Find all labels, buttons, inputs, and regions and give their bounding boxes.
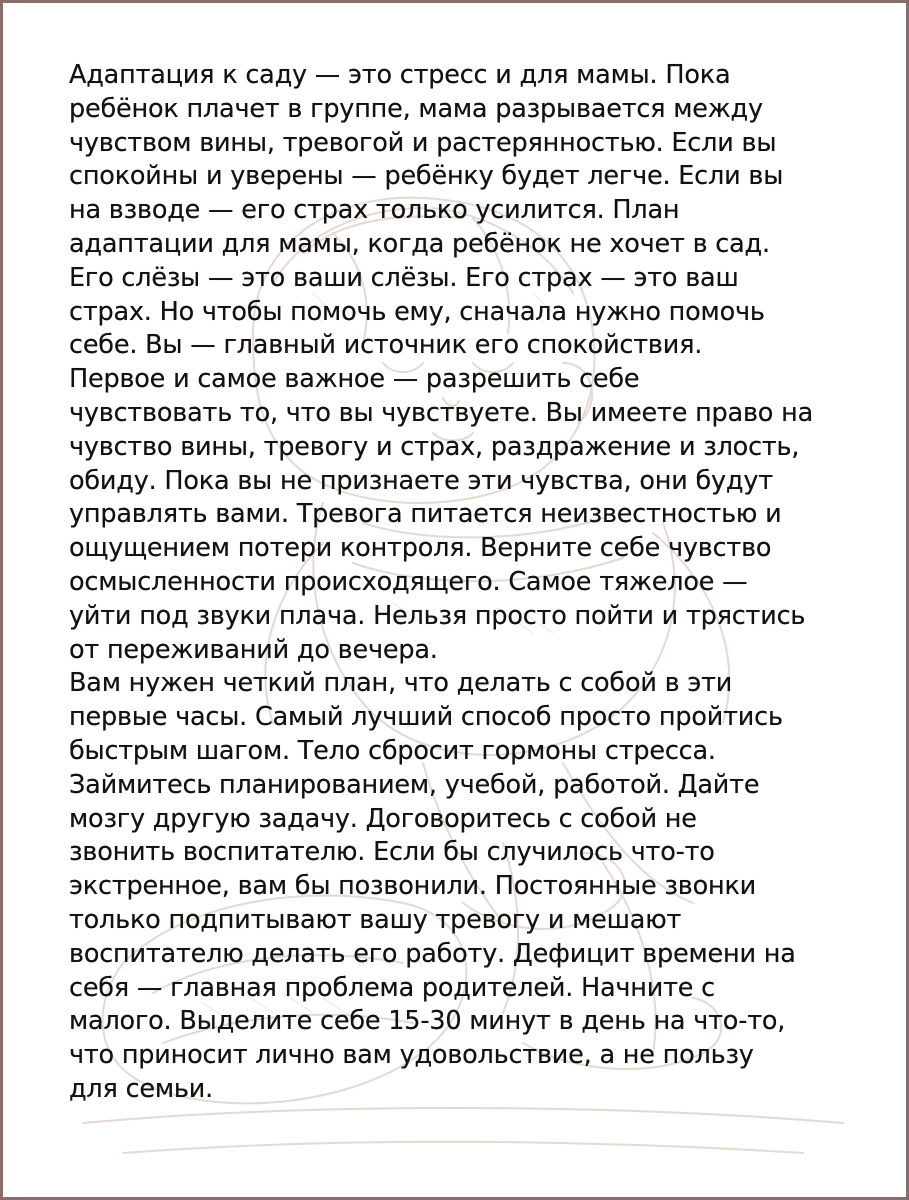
article-line: экстренное, вам бы позвонили. Постоянные звонки [69, 871, 757, 902]
article-text [69, 59, 895, 1107]
article-line: Адаптация к саду — это стресс и для мамы. Пока [69, 60, 731, 90]
article-line: обиду. Пока вы не признаете эти чувства, они будут [69, 465, 773, 496]
article-line: Первое и самое важное — разрешить себе [69, 364, 640, 395]
article-line: мозгу другую задачу. Договоритесь с собой не [69, 803, 697, 834]
article-line: осмысленности происходящего. Самое тяжелое — [69, 566, 748, 597]
article-line: воспитателю делать его работу. Дефицит времени на [69, 938, 796, 969]
article-line: адаптации для мамы, когда ребёнок не хочет в сад. [69, 228, 770, 259]
article-line: только подпитывают вашу тревогу и мешают [69, 904, 682, 935]
article-line: быстрым шагом. Тело сбросит гормоны стресса. [69, 735, 716, 766]
article-line: чувство вины, тревогу и страх, раздражение и злость, [69, 431, 800, 462]
article-line: себе. Вы — главный источник его спокойствия. [69, 330, 703, 361]
article-line: на взводе — его страх только усилится. План [69, 195, 680, 226]
article-line: Его слёзы — это ваши слёзы. Его страх — это ваш [69, 262, 739, 293]
article-line: звонить воспитателю. Если бы случилось что-то [69, 837, 715, 868]
article-line: Займитесь планированием, учебой, работой. Дайте [69, 769, 760, 800]
article-line: спокойны и уверены — ребёнку будет легче. Если вы [69, 161, 784, 192]
article-line: чувством вины, тревогой и растерянностью. Если вы [69, 127, 777, 158]
article-line: первые часы. Самый лучший способ просто пройтись [69, 702, 783, 733]
article-line: Вам нужен четкий план, что делать с собой в эти [69, 668, 733, 699]
article-line: малого. Выделите себе 15-30 минут в день на что-то, [69, 1006, 786, 1037]
article-line: для семьи. [69, 1073, 214, 1104]
article-line: чувствовать то, что вы чувствуете. Вы имеете право на [69, 397, 814, 428]
article-line: что приносит лично вам удовольствие, а не пользу [69, 1040, 754, 1071]
article-line: управлять вами. Тревога питается неизвестностью и [69, 499, 782, 530]
article-line: себя — главная проблема родителей. Начните с [69, 972, 716, 1003]
article-line: уйти под звуки плача. Нельзя просто пойти и трястись [69, 600, 806, 631]
article-line: от переживаний до вечера. [69, 634, 438, 665]
article-line: ощущением потери контроля. Верните себе чувство [69, 533, 772, 564]
article-line: страх. Но чтобы помочь ему, сначала нужно помочь [69, 296, 765, 327]
article-line: ребёнок плачет в группе, мама разрывается между [69, 93, 763, 124]
